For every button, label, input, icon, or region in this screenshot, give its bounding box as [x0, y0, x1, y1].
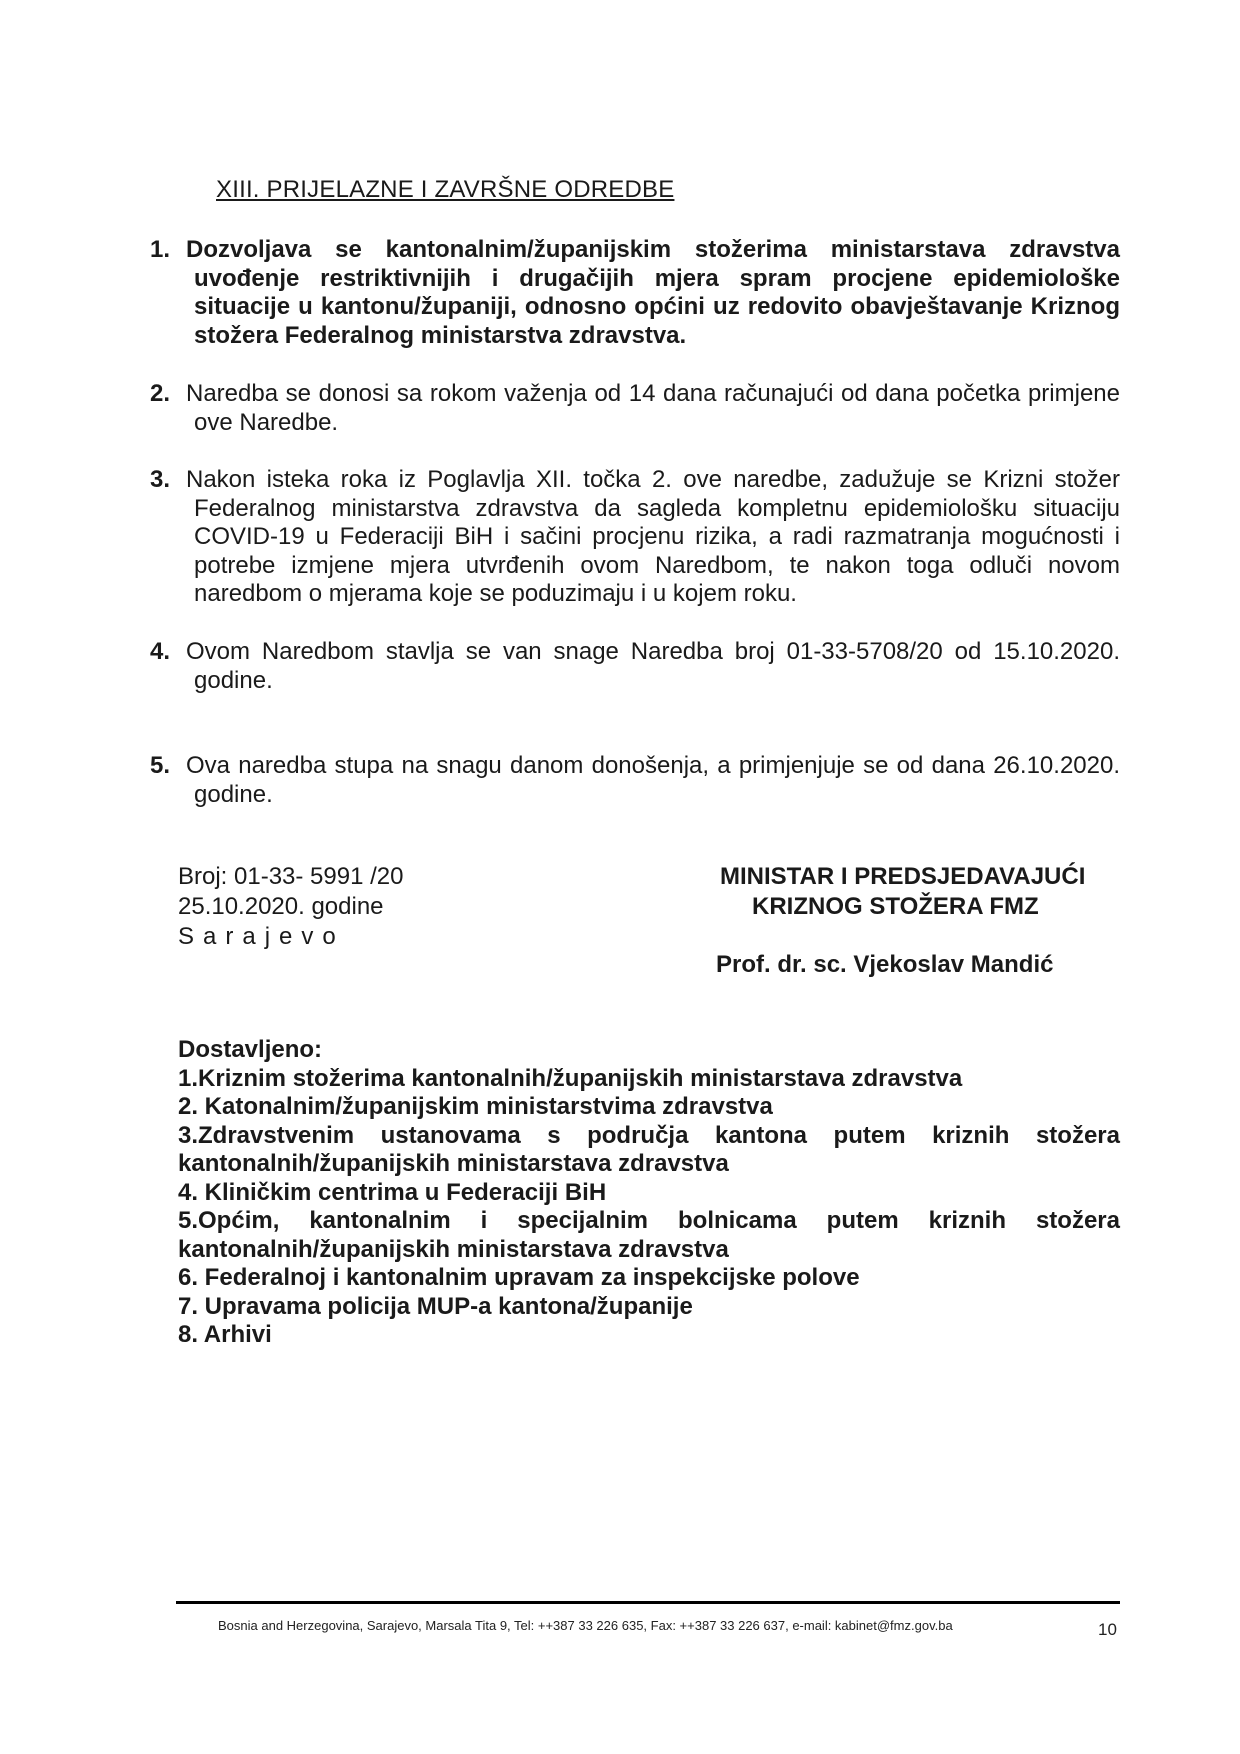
footer-contact: Bosnia and Herzegovina, Sarajevo, Marsala Tita 9, Tel: ++387 33 226 635, Fax: ++387 33 226 637, e-mail: kabinet@fmz.gov.ba [218, 1618, 953, 1633]
page-number: 10 [1098, 1620, 1117, 1639]
provision-item-2 [150, 380, 1120, 437]
provision-text: Nakon isteka roka iz Poglavlja XII. točka 2. ove naredbe, zadužuje se Krizni stožer Federalnog ministarstva zdravstva da sagleda kompletnu epidemiološku situaciju COVID-19 u Federaciji BiH i sačini procjenu rizika, a radi razmatranja mogućnosti i potrebe izmjene mjera utvrđenih ovom Naredbom, te nakon toga odluči novom naredbom o mjerama koje se poduzimaju i u kojem roku. [186, 466, 1120, 607]
provision-number: 4. [150, 638, 171, 665]
reference-place: Sarajevo [178, 923, 345, 950]
provision-item-5 [150, 752, 1120, 809]
signature-title-line1: MINISTAR I PREDSJEDAVAJUĆI [720, 863, 1086, 890]
provision-text: Naredba se donosi sa rokom važenja od 14 dana računajući od dana početka primjene ove Naredbe. [186, 380, 1120, 436]
distribution-item: 5.Općim, kantonalnim i specijalnim bolnicama putem kriznih stožera [178, 1207, 1120, 1234]
distribution-item: 8. Arhivi [178, 1321, 272, 1348]
reference-block [178, 862, 403, 952]
distribution-heading: Dostavljeno: [178, 1036, 323, 1063]
distribution-item: 6. Federalnoj i kantonalnim upravam za inspekcijske polove [178, 1264, 860, 1291]
distribution-item: 7. Upravama policija MUP-a kantona/županije [178, 1292, 693, 1320]
reference-date: 25.10.2020. godine [178, 893, 384, 920]
distribution-item: 2. Katonalnim/županijskim ministarstvima zdravstva [178, 1093, 773, 1120]
provision-text: Ovom Naredbom stavlja se van snage Naredba broj 01-33-5708/20 od 15.10.2020. godine. [186, 638, 1120, 694]
signature-name: Prof. dr. sc. Vjekoslav Mandić [716, 951, 1054, 978]
distribution-item: 4. Kliničkim centrima u Federaciji BiH [178, 1178, 607, 1206]
provision-number: 3. [150, 466, 171, 493]
distribution-item: kantonalnih/županijskih ministarstava zdravstva [178, 1235, 729, 1263]
provision-text: Dozvoljava se kantonalnim/županijskim stožerima ministarstava zdravstva uvođenje restriktivnijih i drugačijih mjera spram procjene epidemiološke situacije u kantonu/županiji, odnosno općini uz redovito obavještavanje Kriznog stožera Federalnog ministarstva zdravstva. [186, 236, 1120, 349]
footer-divider [176, 1601, 1120, 1604]
distribution-item: kantonalnih/županijskih ministarstava zdravstva [178, 1150, 729, 1177]
provision-item-1 [150, 236, 1120, 350]
provision-number: 2. [150, 380, 171, 407]
signature-title-line2: KRIZNOG STOŽERA FMZ [752, 893, 1039, 920]
distribution-list [178, 1036, 1120, 1350]
reference-number: Broj: 01-33- 5991 /20 [178, 863, 404, 890]
provision-number: 1. [150, 236, 171, 263]
provision-item-4 [150, 638, 1120, 695]
provision-item-3 [150, 466, 1120, 609]
distribution-item: 3.Zdravstvenim ustanovama s područja kantona putem kriznih stožera [178, 1121, 1120, 1149]
provision-number: 5. [150, 752, 171, 779]
section-title: XIII. PRIJELAZNE I ZAVRŠNE ODREDBE [216, 176, 675, 203]
provision-text: Ova naredba stupa na snagu danom donošenja, a primjenjuje se od dana 26.10.2020. godine. [186, 752, 1120, 808]
distribution-item: 1.Kriznim stožerima kantonalnih/županijskih ministarstava zdravstva [178, 1064, 963, 1092]
